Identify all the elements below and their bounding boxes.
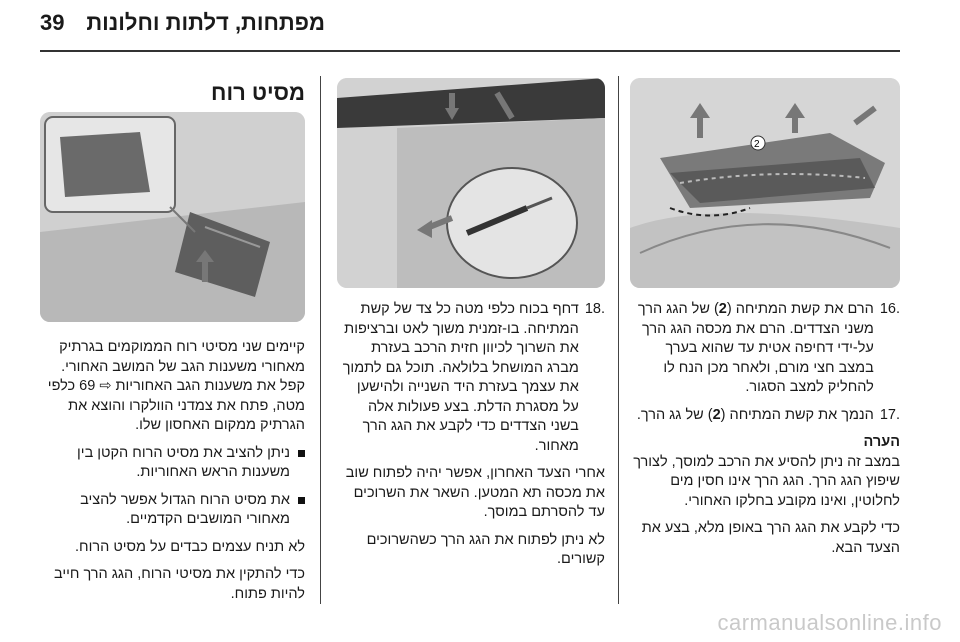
bullet-text: את מסיט הרוח הגדול אפשר להציב מאחורי המושבים הקדמיים. xyxy=(80,491,290,527)
step-number: .18 xyxy=(584,301,605,317)
step-number: .16 xyxy=(879,301,900,317)
middle-column-text xyxy=(337,300,605,578)
step-number: .17 xyxy=(879,406,900,423)
header-divider xyxy=(40,50,900,52)
closing-text: כדי לקבע את הגג הרך באופן מלא, בצע את הצעד הבא. xyxy=(641,520,900,556)
note-heading: הערה xyxy=(863,434,900,450)
paragraph: לא ניתן לפתוח את הגג הרך כשהשרוכים קשורים. xyxy=(366,531,605,567)
arrow-reference-icon: ⇨ xyxy=(95,378,112,394)
photo-wind-deflector xyxy=(40,112,305,322)
bullet-item xyxy=(40,491,305,530)
svg-text:2: 2 xyxy=(754,139,760,150)
step-text-part: הנמך את קשת המתיחה ( xyxy=(720,406,874,423)
step-reference-number: 2 xyxy=(718,301,727,317)
step-text-part: ) של הגג הרך משני הצדדים. הרם את מכסה הגג הרך xyxy=(637,301,874,337)
step-text: דחף בכוח כלפי מטה כל צד של קשת המתיחה. בו-זמנית משוך לאט וברציפות את השרוך לכיוון חזית הרכב בעזרת מברג המושחל בלולאה. תוכל גם לתמוך את עצמך בעזרת היד השנייה ולהישען על מסגרת הדלת. בצע פעולות אלה בשני הצדדים כדי לקבע את הגג הרך מאחור. xyxy=(342,301,579,454)
right-column-text xyxy=(630,300,900,566)
column-divider-left xyxy=(320,76,321,604)
intro-paragraph xyxy=(40,338,305,436)
paragraph: אחרי הצעד האחרון, אפשר יהיה לפתוח שוב את מכסה תא המטען. השאר את השרוכים עד להסרתם במוסך. xyxy=(345,465,605,520)
page-number: 39 xyxy=(40,10,65,35)
note-text: במצב זה ניתן להסיע את הרכב למוסך, לצורך שיפוץ הגג הרך. הגג הרך אינו חסין מים לחלוטין, ואינו מקובע בחלקו האחורי. xyxy=(633,453,900,509)
intro-text: קיימים שני מסיטי רוח הממוקמים בגרתיק מאחורי משענות הגב של המושב האחורי. קפל את משענות הגב האחוריות xyxy=(59,339,305,394)
step-text-part: על-ידי דחיפה אטית עד שהוא בערך במצב חצי מורם, ולאחר מכן הנח לו להחליק למצב הסגור. xyxy=(663,340,874,395)
bullet-item xyxy=(40,444,305,483)
step-text-part: הרם את קשת המתיחה ( xyxy=(726,301,874,317)
page-reference-link[interactable]: 69 xyxy=(79,378,96,394)
page-header-title: מפתחות, דלתות וחלונות xyxy=(86,10,325,35)
photo-soft-top-lift xyxy=(630,78,900,288)
bullet-text: ניתן להציב את מסיט הרוח הקטן בין משענות הראש האחוריות. xyxy=(77,444,290,480)
bullet-square-icon xyxy=(298,450,305,457)
column-divider-right xyxy=(618,76,619,604)
photo-screwdriver-strap xyxy=(337,78,605,288)
step-18 xyxy=(337,300,605,456)
bullet-square-icon xyxy=(298,497,305,504)
step-text xyxy=(637,406,874,426)
left-column-text xyxy=(40,338,305,612)
step-text xyxy=(630,300,874,398)
paragraph: לא תניח עצמים כבדים על מסיט הרוח. xyxy=(75,538,305,555)
step-text-part: ) של גג הרך. xyxy=(636,406,713,423)
section-title: מסיט רוח xyxy=(211,80,305,105)
step-reference-number: 2 xyxy=(712,406,721,423)
paragraph: כדי להתקין את מסיטי הרוח, הגג הרך חייב להיות פתוח. xyxy=(53,566,305,602)
intro-text: כלפי מטה, פתח את צמדני הוולקרו והוצא את הגרתיק ממקום האחסון שלו. xyxy=(47,378,305,433)
step-17 xyxy=(630,406,900,426)
step-16 xyxy=(630,300,900,398)
watermark-text: carmanualsonline.info xyxy=(717,610,942,635)
